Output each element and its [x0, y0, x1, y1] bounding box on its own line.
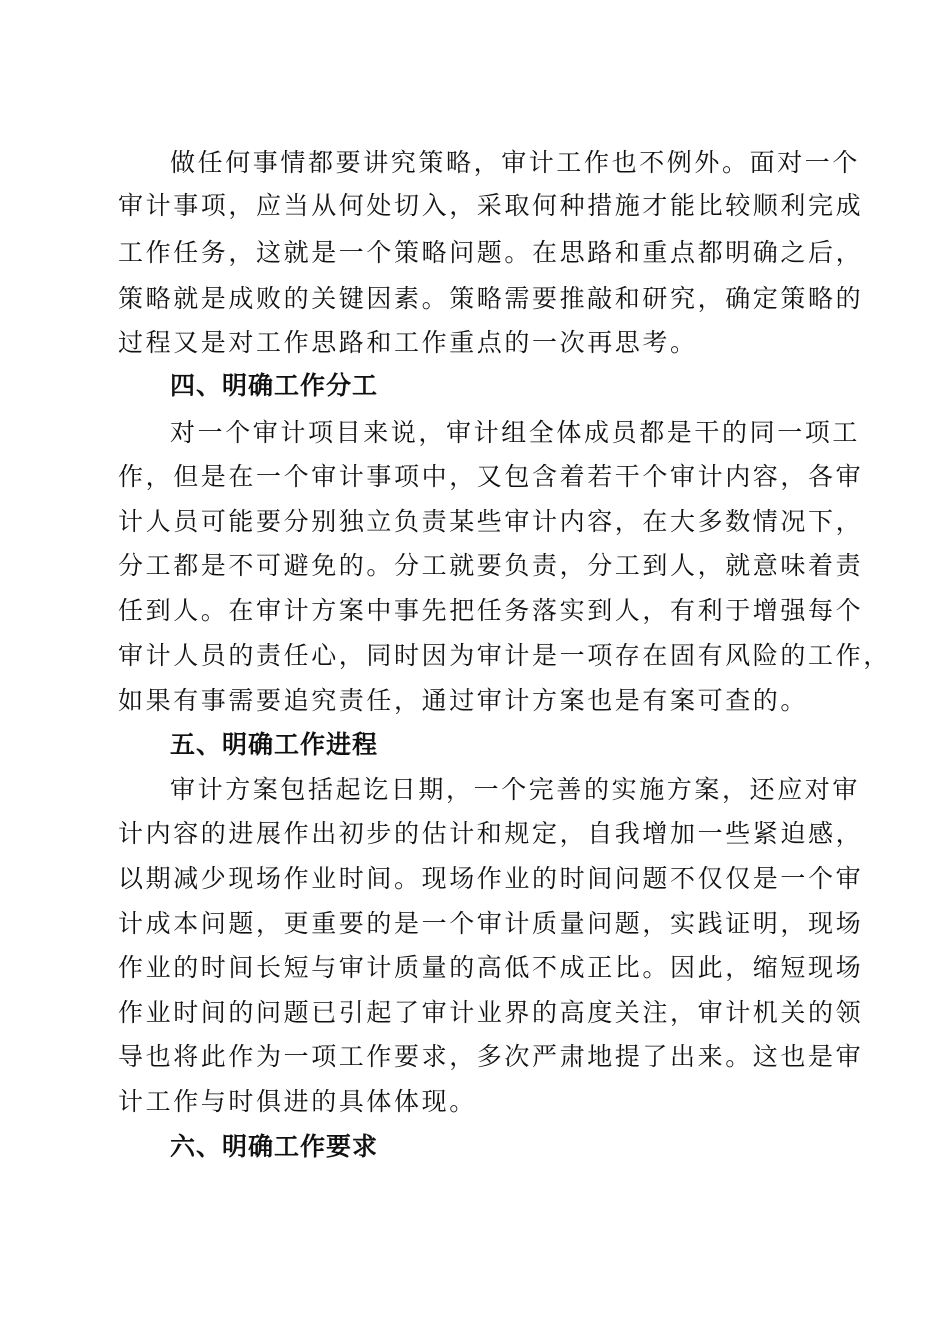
section-heading-5: 五、明确工作进程 [170, 730, 379, 759]
paragraph-line: 过程又是对工作思路和工作重点的一次再思考。 [118, 328, 698, 357]
paragraph-line: 审计事项，应当从何处切入，采取何种措施才能比较顺利完成 [118, 191, 864, 220]
paragraph-line: 计成本问题，更重要的是一个审计质量问题，实践证明，现场 [118, 909, 864, 938]
paragraph-line: 工作任务，这就是一个策略问题。在思路和重点都明确之后， [118, 238, 864, 267]
paragraph-line: 计内容的进展作出初步的估计和规定，自我增加一些紧迫感， [118, 819, 864, 848]
paragraph-line: 分工都是不可避免的。分工就要负责，分工到人，就意味着责 [118, 551, 864, 580]
paragraph-line: 如果有事需要追究责任，通过审计方案也是有案可查的。 [118, 686, 809, 715]
paragraph-line: 作，但是在一个审计事项中，又包含着若干个审计内容，各审 [118, 462, 864, 491]
paragraph-line: 做任何事情都要讲究策略，审计工作也不例外。面对一个 [170, 148, 861, 177]
paragraph-line: 审计人员的责任心，同时因为审计是一项存在固有风险的工作， [118, 641, 891, 670]
section-heading-4: 四、明确工作分工 [170, 371, 379, 400]
paragraph-line: 导也将此作为一项工作要求，多次严肃地提了出来。这也是审 [118, 1042, 864, 1071]
paragraph-line: 策略就是成败的关键因素。策略需要推敲和研究，确定策略的 [118, 284, 864, 313]
paragraph-line: 计人员可能要分别独立负责某些审计内容，在大多数情况下， [118, 507, 864, 536]
paragraph-line: 任到人。在审计方案中事先把任务落实到人，有利于增强每个 [118, 596, 864, 625]
paragraph-line: 计工作与时俱进的具体体现。 [118, 1087, 477, 1116]
paragraph-line: 对一个审计项目来说，审计组全体成员都是干的同一项工 [170, 418, 861, 447]
section-heading-6: 六、明确工作要求 [170, 1132, 379, 1161]
paragraph-line: 作业时间的问题已引起了审计业界的高度关注，审计机关的领 [118, 998, 864, 1027]
paragraph-line: 审计方案包括起讫日期，一个完善的实施方案，还应对审 [170, 775, 861, 804]
paragraph-line: 作业的时间长短与审计质量的高低不成正比。因此，缩短现场 [118, 953, 864, 982]
paragraph-line: 以期减少现场作业时间。现场作业的时间问题不仅仅是一个审 [118, 864, 864, 893]
